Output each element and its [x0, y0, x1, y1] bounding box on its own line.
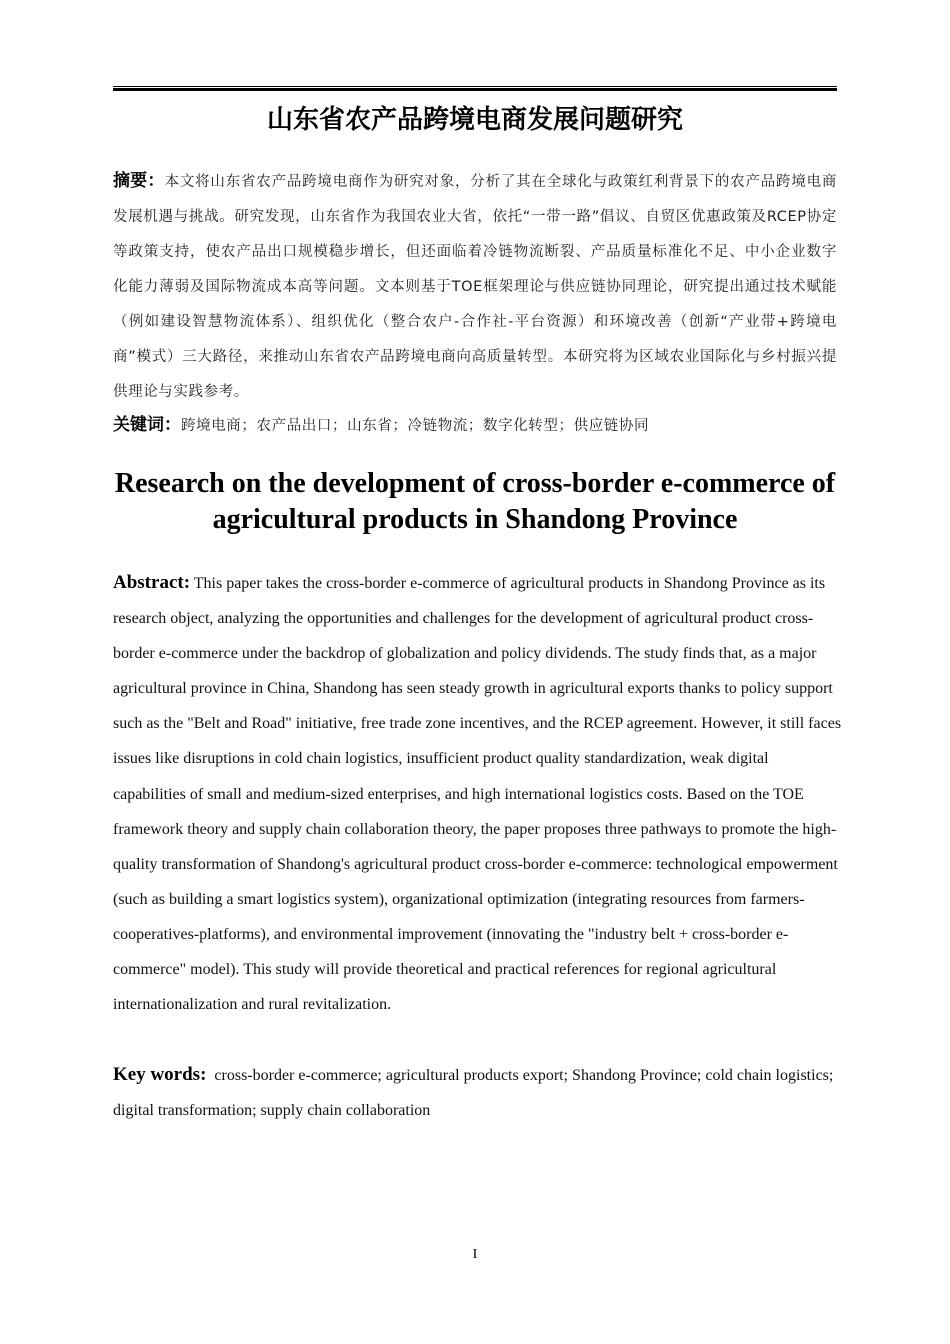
english-keywords-text: cross-border e-commerce; agricultural products export; Shandong Province; cold chain logistics; digital transformation; supply chain collaboration [113, 1067, 838, 1119]
english-abstract-text: This paper takes the cross-border e-commerce of agricultural products in Shandong Province as its research object, analyzing the opportunities and challenges for the development of agricultural product cross-border e-commerce under the backdrop of globalization and policy dividends. The study finds that, as a major agricultural province in China, Shandong has seen steady growth in agricultural exports thanks to policy support such as the "Belt and Road" initiative, free trade zone incentives, and the RCEP agreement. However, it still faces issues like disruptions in cold chain logistics, insufficient product quality standardization, weak digital capabilities of small and medium-sized enterprises, and high international logistics costs. Based on the TOE framework theory and supply chain collaboration theory, the paper proposes three pathways to promote the high-quality transformation of Shandong's agricultural product cross-border e-commerce: technological empowerment (such as building a smart logistics system), organizational optimization (integrating resources from farmers-cooperatives-platforms), and environmental improvement (innovating the "industry belt + cross-border e-commerce" model). This study will provide theoretical and practical references for regional agricultural internationalization and rural revitalization. [113, 575, 842, 1014]
english-keywords [113, 1057, 837, 1128]
chinese-title: 山东省农产品跨境电商发展问题研究 [266, 105, 683, 135]
chinese-abstract [113, 164, 837, 410]
english-keywords-label: Key words: [113, 1064, 207, 1085]
header-double-rule [113, 86, 837, 91]
english-abstract-label: Abstract: [113, 572, 191, 593]
english-abstract [113, 565, 843, 1022]
chinese-keywords [113, 408, 837, 444]
chinese-keywords-text: 跨境电商；农产品出口；山东省；冷链物流；数字化转型；供应链协同 [181, 418, 650, 434]
chinese-keywords-label: 关键词： [113, 415, 181, 435]
page-number: I [472, 1247, 478, 1262]
english-title: Research on the development of cross-border e-commerce of agricultural products in Shandong Province [114, 468, 836, 535]
chinese-abstract-text: 本文将山东省农产品跨境电商作为研究对象，分析了其在全球化与政策红利背景下的农产品跨境电商发展机遇与挑战。研究发现，山东省作为我国农业大省，依托“一带一路”倡议、自贸区优惠政策及RCEP协定等政策支持，使农产品出口规模稳步增长，但还面临着冷链物流断裂、产品质量标准化不足、中小企业数字化能力薄弱及国际物流成本高等问题。文本则基于TOE框架理论与供应链协同理论，研究提出通过技术赋能（例如建设智慧物流体系）、组织优化（整合农户-合作社-平台资源）和环境改善（创新“产业带+跨境电商”模式）三大路径，来推动山东省农产品跨境电商向高质量转型。本研究将为区域农业国际化与乡村振兴提供理论与实践参考。 [113, 174, 837, 400]
chinese-abstract-label: 摘要： [113, 171, 165, 191]
